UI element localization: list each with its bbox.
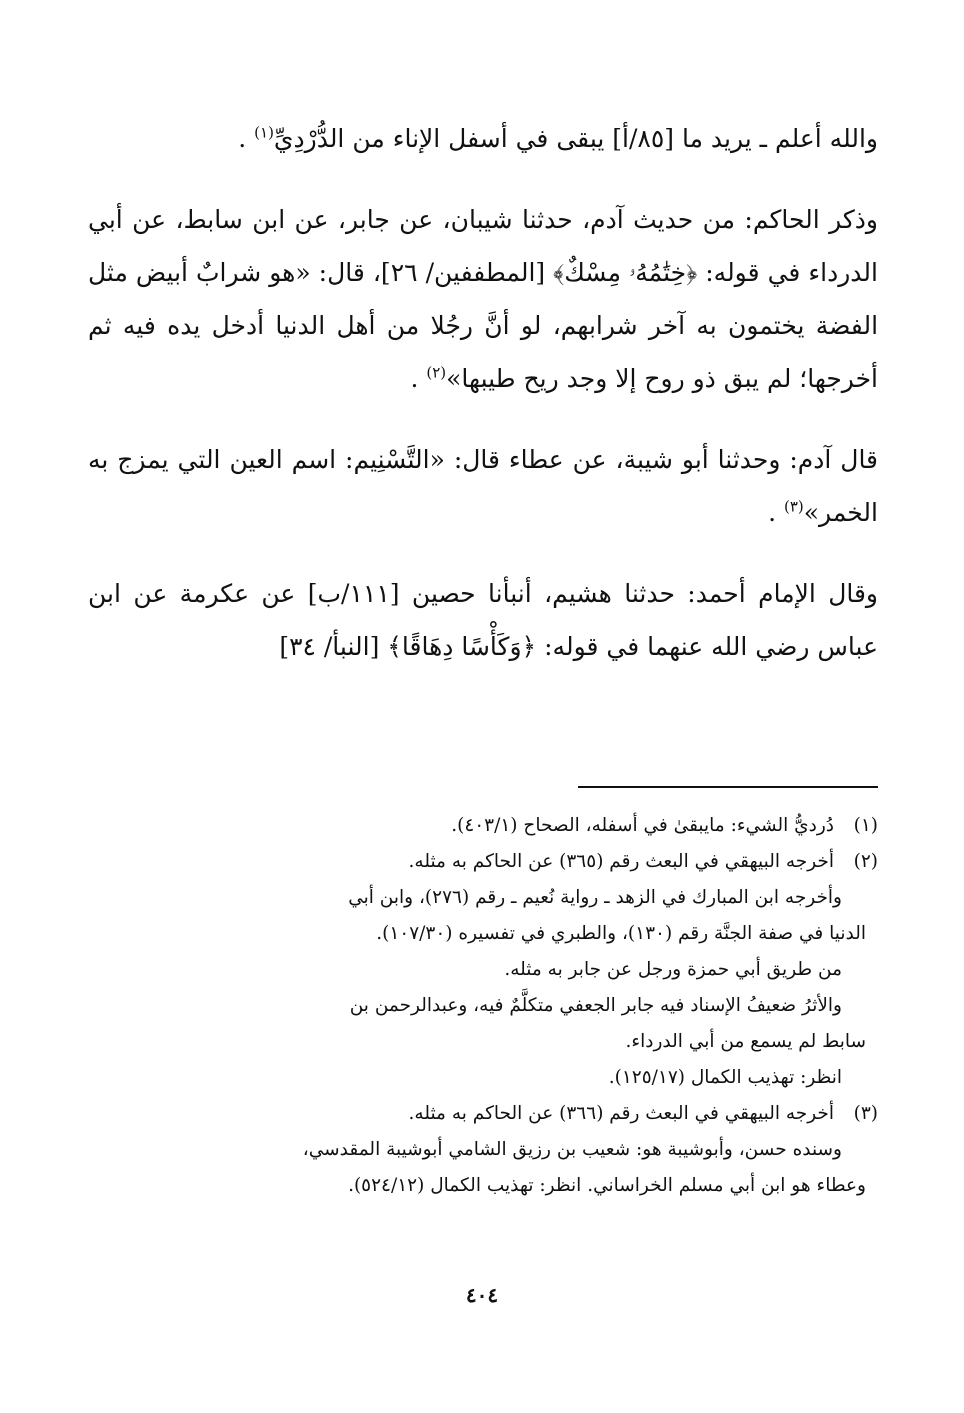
footnote-ref-2[interactable]: (٢) [426, 363, 447, 382]
paragraph-line: والله أعلم ـ يريد ما [٨٥/أ] يبقى في أسفل الإناء من الدُّرْدِيِّ [273, 124, 878, 153]
footnote-ref-3[interactable]: (٣) [783, 497, 804, 516]
footnote-3 [88, 1096, 878, 1132]
paragraph-4 [88, 567, 878, 673]
paragraph-tail: . [238, 124, 255, 153]
page-number: ٤٠٤ [465, 1283, 499, 1307]
footnotes [88, 808, 878, 1204]
footnote-text: أخرجه البيهقي في البعث رقم (٣٦٥) عن الحاكم به مثله. [408, 851, 834, 872]
paragraph-3 [88, 433, 878, 539]
footnote-line: من طريق أبي حمزة ورجل عن جابر به مثله. [504, 959, 842, 980]
footnote-line: وسنده حسن، وأبوشيبة هو: شعيب بن رزيق الشامي أبوشيبة المقدسي، [302, 1139, 842, 1160]
paragraph-line: طيبها» [446, 364, 516, 393]
paragraph-line: عكرمة عن ابن عباس رضي الله عنهما في قوله: ﴿وَكَأْسًا دِهَاقًا﴾ [النبأ/ ٣٤] [88, 579, 878, 661]
paragraph-line: وذكر الحاكم: من حديث آدم، حدثنا شيبان، عن جابر، عن ابن [252, 205, 879, 234]
paragraph-2 [88, 193, 878, 405]
footnote-line: سابط لم يسمع من أبي الدرداء. [625, 1031, 866, 1052]
paragraph-line: التي يمزج به الخمر» [88, 445, 878, 527]
paragraph-line: قال: «هو شرابٌ أبيض مثل الفضة يختمون به آخر شرابهم، لو أنَّ رجُلا [88, 258, 879, 340]
footnote-line: وعطاء هو ابن أبي مسلم الخراساني. انظر: تهذيب الكمال (٥٢٤/١٢). [348, 1175, 866, 1196]
paragraph-line: وقال الإمام أحمد: حدثنا هشيم، أنبأنا حصين [١١١/ب] عن [261, 579, 878, 608]
footnote-ref-1[interactable]: (١) [254, 123, 274, 142]
main-text [88, 112, 878, 673]
paragraph-line: من أهل الدنيا أدخل يده فيه ثم أخرجها؛ لم يبق ذو روح إلا وجد ريح [88, 311, 878, 393]
footnote-number: (٢) [853, 851, 878, 872]
footnote-text: دُرديُّ الشيء: مايبقىٰ في أسفله، الصحاح (٤٠٣/١). [451, 815, 834, 836]
footnote-line: الدنيا في صفة الجنَّة رقم (١٣٠)، والطبري في تفسيره (١٠٧/٣٠). [376, 923, 866, 944]
paragraph-line: قال آدم: وحدثنا أبو شيبة، عن عطاء قال: «التَّسْنِيم: اسم العين [229, 445, 879, 474]
paragraph-1 [88, 112, 878, 165]
footnote-line: انظر: تهذيب الكمال (١٢٥/١٧). [608, 1067, 842, 1088]
footnote-text: أخرجه البيهقي في البعث رقم (٣٦٦) عن الحاكم به مثله. [408, 1103, 834, 1124]
paragraph-tail: . [410, 364, 427, 393]
footnote-2 [88, 844, 878, 880]
footnote-number: (١) [853, 815, 878, 836]
footnote-line: والأثرُ ضعيفُ الإسناد فيه جابر الجعفي متكلَّمٌ فيه، وعبدالرحمن بن [349, 995, 842, 1016]
footnote-1 [88, 808, 878, 844]
footnote-line: وأخرجه ابن المبارك في الزهد ـ رواية نُعيم ـ رقم (٢٧٦)، وابن أبي [348, 887, 842, 908]
footnote-number: (٣) [853, 1103, 878, 1124]
footnote-divider [578, 786, 878, 788]
paragraph-tail: . [768, 498, 784, 527]
paragraph-line: سابط، عن أبي الدرداء في قوله: ﴿خِتَٰمُهُۥ مِسْكٌ﴾ [المطففين/ ٢٦]، [88, 205, 878, 287]
